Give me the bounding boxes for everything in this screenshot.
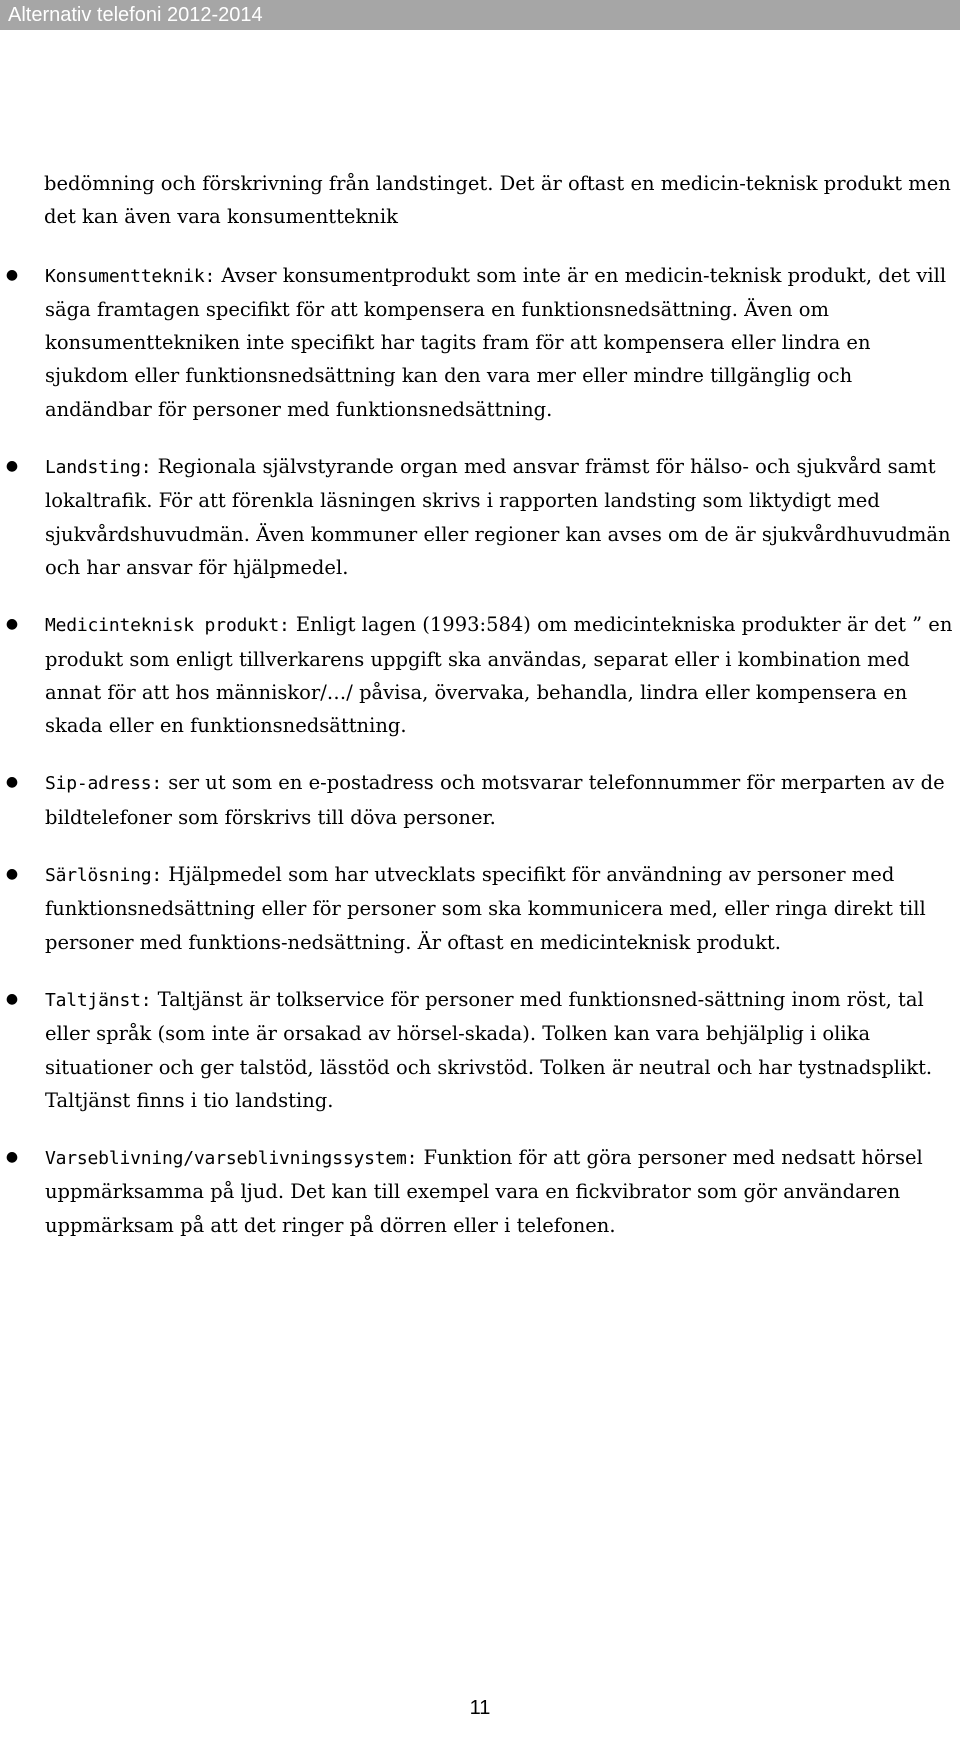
definition-item-sip-adress: [5, 766, 954, 834]
definition-term: Varseblivning/varseblivningssystem:: [45, 1148, 418, 1170]
definition-list: [5, 259, 954, 1242]
definition-text: Regionala självstyrande organ med ansvar främst för hälso- och sjukvård samt lokaltrafik. För att förenkla läsningen skrivs i rapporten landsting som liktydigt med sjukvårdshuvudmän. Även kommuner eller regioner kan avses om de är sjukvårdhuvudmän och har ansvar för hjälpmedel.: [45, 455, 951, 579]
bullet-icon: ●: [5, 458, 19, 475]
definition-text: Enligt lagen (1993:584) om medicintekniska produkter är det ” en produkt som enligt tillverkarens uppgift ska användas, separat eller i kombination med annat för att hos människor/…/ påvisa, övervaka, behandla, lindra eller kompensera en skada eller en funktionsnedsättning.: [45, 613, 953, 738]
definition-term: Landsting:: [45, 457, 152, 479]
definition-text: Hjälpmedel som har utvecklats specifikt för användning av personer med funktionsnedsättning eller för personer som ska kommunicera med, eller ringa direkt till personer med funktions-nedsättning. Är oftast en medicinteknisk produkt.: [45, 863, 926, 954]
definition-item-konsumentteknik: [5, 259, 954, 426]
page-header: [0, 0, 960, 30]
intro-paragraph: bedömning och förskrivning från landstinget. Det är oftast en medicin-teknisk produkt men det kan även vara konsumentteknik: [44, 172, 951, 229]
definition-item-taltjanst: [5, 983, 954, 1117]
bullet-icon: ●: [5, 266, 19, 283]
definition-term: Sip-adress:: [45, 773, 163, 795]
bullet-icon: ●: [5, 990, 19, 1007]
definition-text: Avser konsumentprodukt som inte är en medicin-teknisk produkt, det vill säga framtagen specifikt för att kompensera en funktionsnedsättning. Även om konsumenttekniken inte specifikt har tagits fram för att kompensera eller lindra en sjukdom eller funktionsnedsättning kan den vara mer eller mindre tillgänglig och andändbar för personer med funktionsnedsättning.: [45, 263, 947, 421]
bullet-icon: ●: [5, 866, 19, 883]
bullet-icon: ●: [5, 1149, 19, 1166]
definition-item-medicinteknisk-produkt: [5, 608, 954, 742]
definition-item-landsting: [5, 450, 954, 584]
definition-text: Funktion för att göra personer med nedsatt hörsel uppmärksamma på ljud. Det kan till exempel vara en fickvibrator som gör användaren uppmärksam på att det ringer på dörren eller i telefonen.: [45, 1146, 923, 1237]
definition-text: ser ut som en e-postadress och motsvarar telefonnummer för merparten av de bildtelefoner som förskrivs till döva personer.: [45, 771, 945, 829]
definition-term: Taltjänst:: [45, 989, 152, 1011]
definition-term: Särlösning:: [45, 865, 163, 887]
definition-text: Taltjänst är tolkservice för personer med funktionsned-sättning inom röst, tal eller språk (som inte är orsakad av hörsel-skada). Tolken kan vara behjälplig i olika situationer och ger talstöd, lässtöd och skrivstöd. Tolken är neutral och har tystnadsplikt. Taltjänst finns i tio landsting.: [45, 987, 933, 1112]
page-number: 11: [469, 1697, 491, 1719]
document-body: [5, 167, 954, 1266]
definition-term: Konsumentteknik:: [45, 265, 216, 287]
header-title: Alternativ telefoni 2012-2014: [8, 4, 263, 26]
bullet-icon: ●: [5, 616, 19, 633]
definition-item-varseblivning: [5, 1141, 954, 1242]
definition-term: Medicinteknisk produkt:: [45, 615, 290, 637]
definition-item-sarlosning: [5, 858, 954, 959]
bullet-icon: ●: [5, 774, 19, 791]
